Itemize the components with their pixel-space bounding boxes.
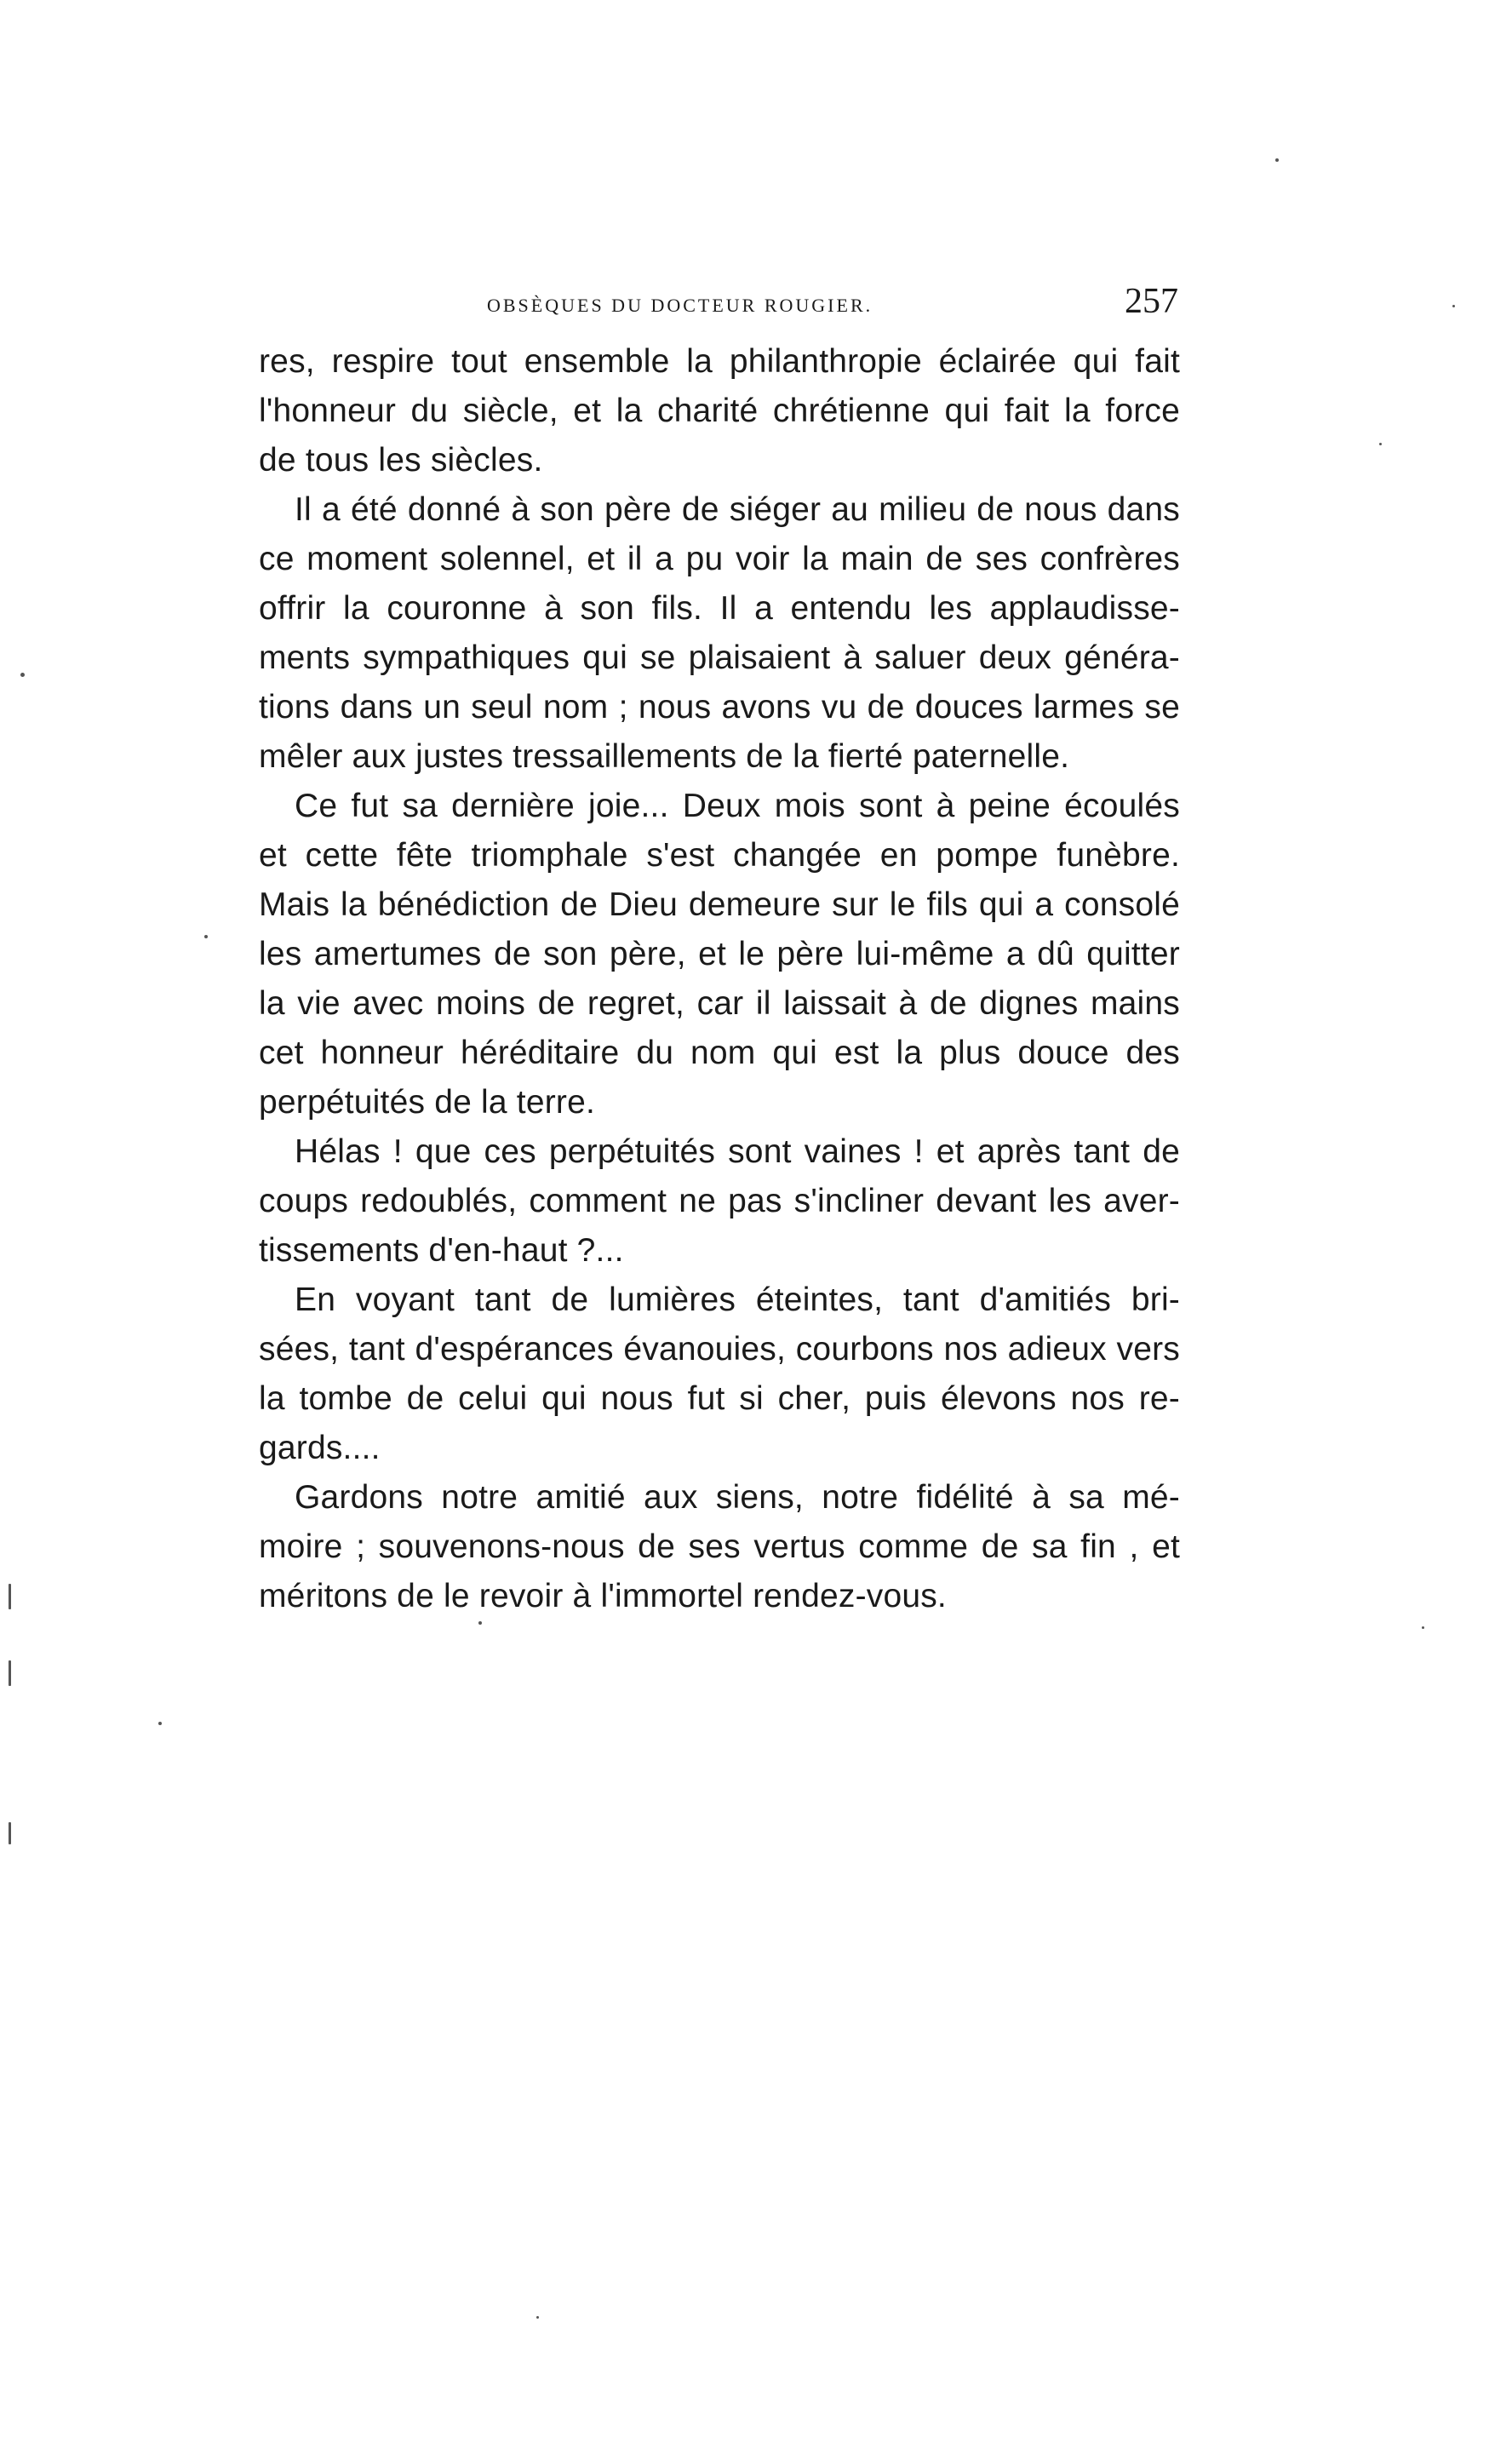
text-line: res, respire tout ensemble la philanthropie éclairée qui fait: [259, 343, 1180, 380]
page-number: 257: [1125, 282, 1178, 321]
scan-speck: [1379, 443, 1382, 445]
text-line: l'honneur du siècle, et la charité chrétienne qui fait la force: [259, 393, 1180, 429]
text-line: méritons de le revoir à l'immortel rendez-vous.: [259, 1578, 947, 1614]
text-line: de tous les siècles.: [259, 442, 543, 479]
scan-speck: [9, 1660, 11, 1686]
text-line: mêler aux justes tressaillements de la fierté paternelle.: [259, 738, 1070, 775]
body-text: [259, 337, 1180, 1621]
scan-speck: [204, 935, 208, 938]
text-line: gards....: [259, 1430, 381, 1466]
scan-speck: [478, 1621, 482, 1625]
text-line: et cette fête triomphale s'est changée en pompe funèbre.: [259, 837, 1180, 874]
text-line: ce moment solennel, et il a pu voir la main de ses confrères: [259, 541, 1180, 577]
scan-speck: [9, 1584, 11, 1609]
scan-speck: [20, 673, 25, 677]
text-line: offrir la couronne à son fils. Il a entendu les applaudisse-: [259, 590, 1180, 627]
text-line: tions dans un seul nom ; nous avons vu de douces larmes se: [259, 689, 1180, 725]
scan-speck: [1275, 158, 1279, 162]
scan-speck: [536, 2316, 539, 2319]
text-line: Mais la bénédiction de Dieu demeure sur le fils qui a consolé: [259, 886, 1180, 923]
scan-speck: [158, 1722, 162, 1725]
text-line: cet honneur héréditaire du nom qui est la plus douce des: [259, 1035, 1180, 1071]
text-line: coups redoublés, comment ne pas s'incliner devant les aver-: [259, 1183, 1180, 1219]
text-line: tissements d'en-haut ?...: [259, 1232, 624, 1269]
text-line: Il a été donné à son père de siéger au milieu de nous dans: [295, 491, 1180, 528]
running-title: obsèques du docteur rougier.: [487, 288, 873, 318]
text-line: la tombe de celui qui nous fut si cher, puis élevons nos re-: [259, 1380, 1180, 1417]
scan-speck: [1422, 1626, 1424, 1629]
scan-speck: [9, 1822, 11, 1844]
text-line: ments sympathiques qui se plaisaient à saluer deux généra-: [259, 639, 1180, 676]
text-line: Ce fut sa dernière joie... Deux mois sont à peine écoulés: [295, 788, 1180, 824]
text-line: En voyant tant de lumières éteintes, tant d'amitiés bri-: [295, 1282, 1180, 1318]
text-line: Gardons notre amitié aux siens, notre fidélité à sa mé-: [295, 1479, 1180, 1516]
scan-speck: [1452, 305, 1455, 307]
text-line: moire ; souvenons-nous de ses vertus comme de sa fin , et: [259, 1528, 1180, 1565]
running-head: [259, 281, 1178, 332]
text-line: la vie avec moins de regret, car il laissait à de dignes mains: [259, 985, 1180, 1022]
text-line: Hélas ! que ces perpétuités sont vaines ! et après tant de: [295, 1133, 1180, 1170]
text-line: sées, tant d'espérances évanouies, courbons nos adieux vers: [259, 1331, 1180, 1368]
text-line: perpétuités de la terre.: [259, 1084, 596, 1121]
text-line: les amertumes de son père, et le père lui-même a dû quitter: [259, 936, 1180, 972]
